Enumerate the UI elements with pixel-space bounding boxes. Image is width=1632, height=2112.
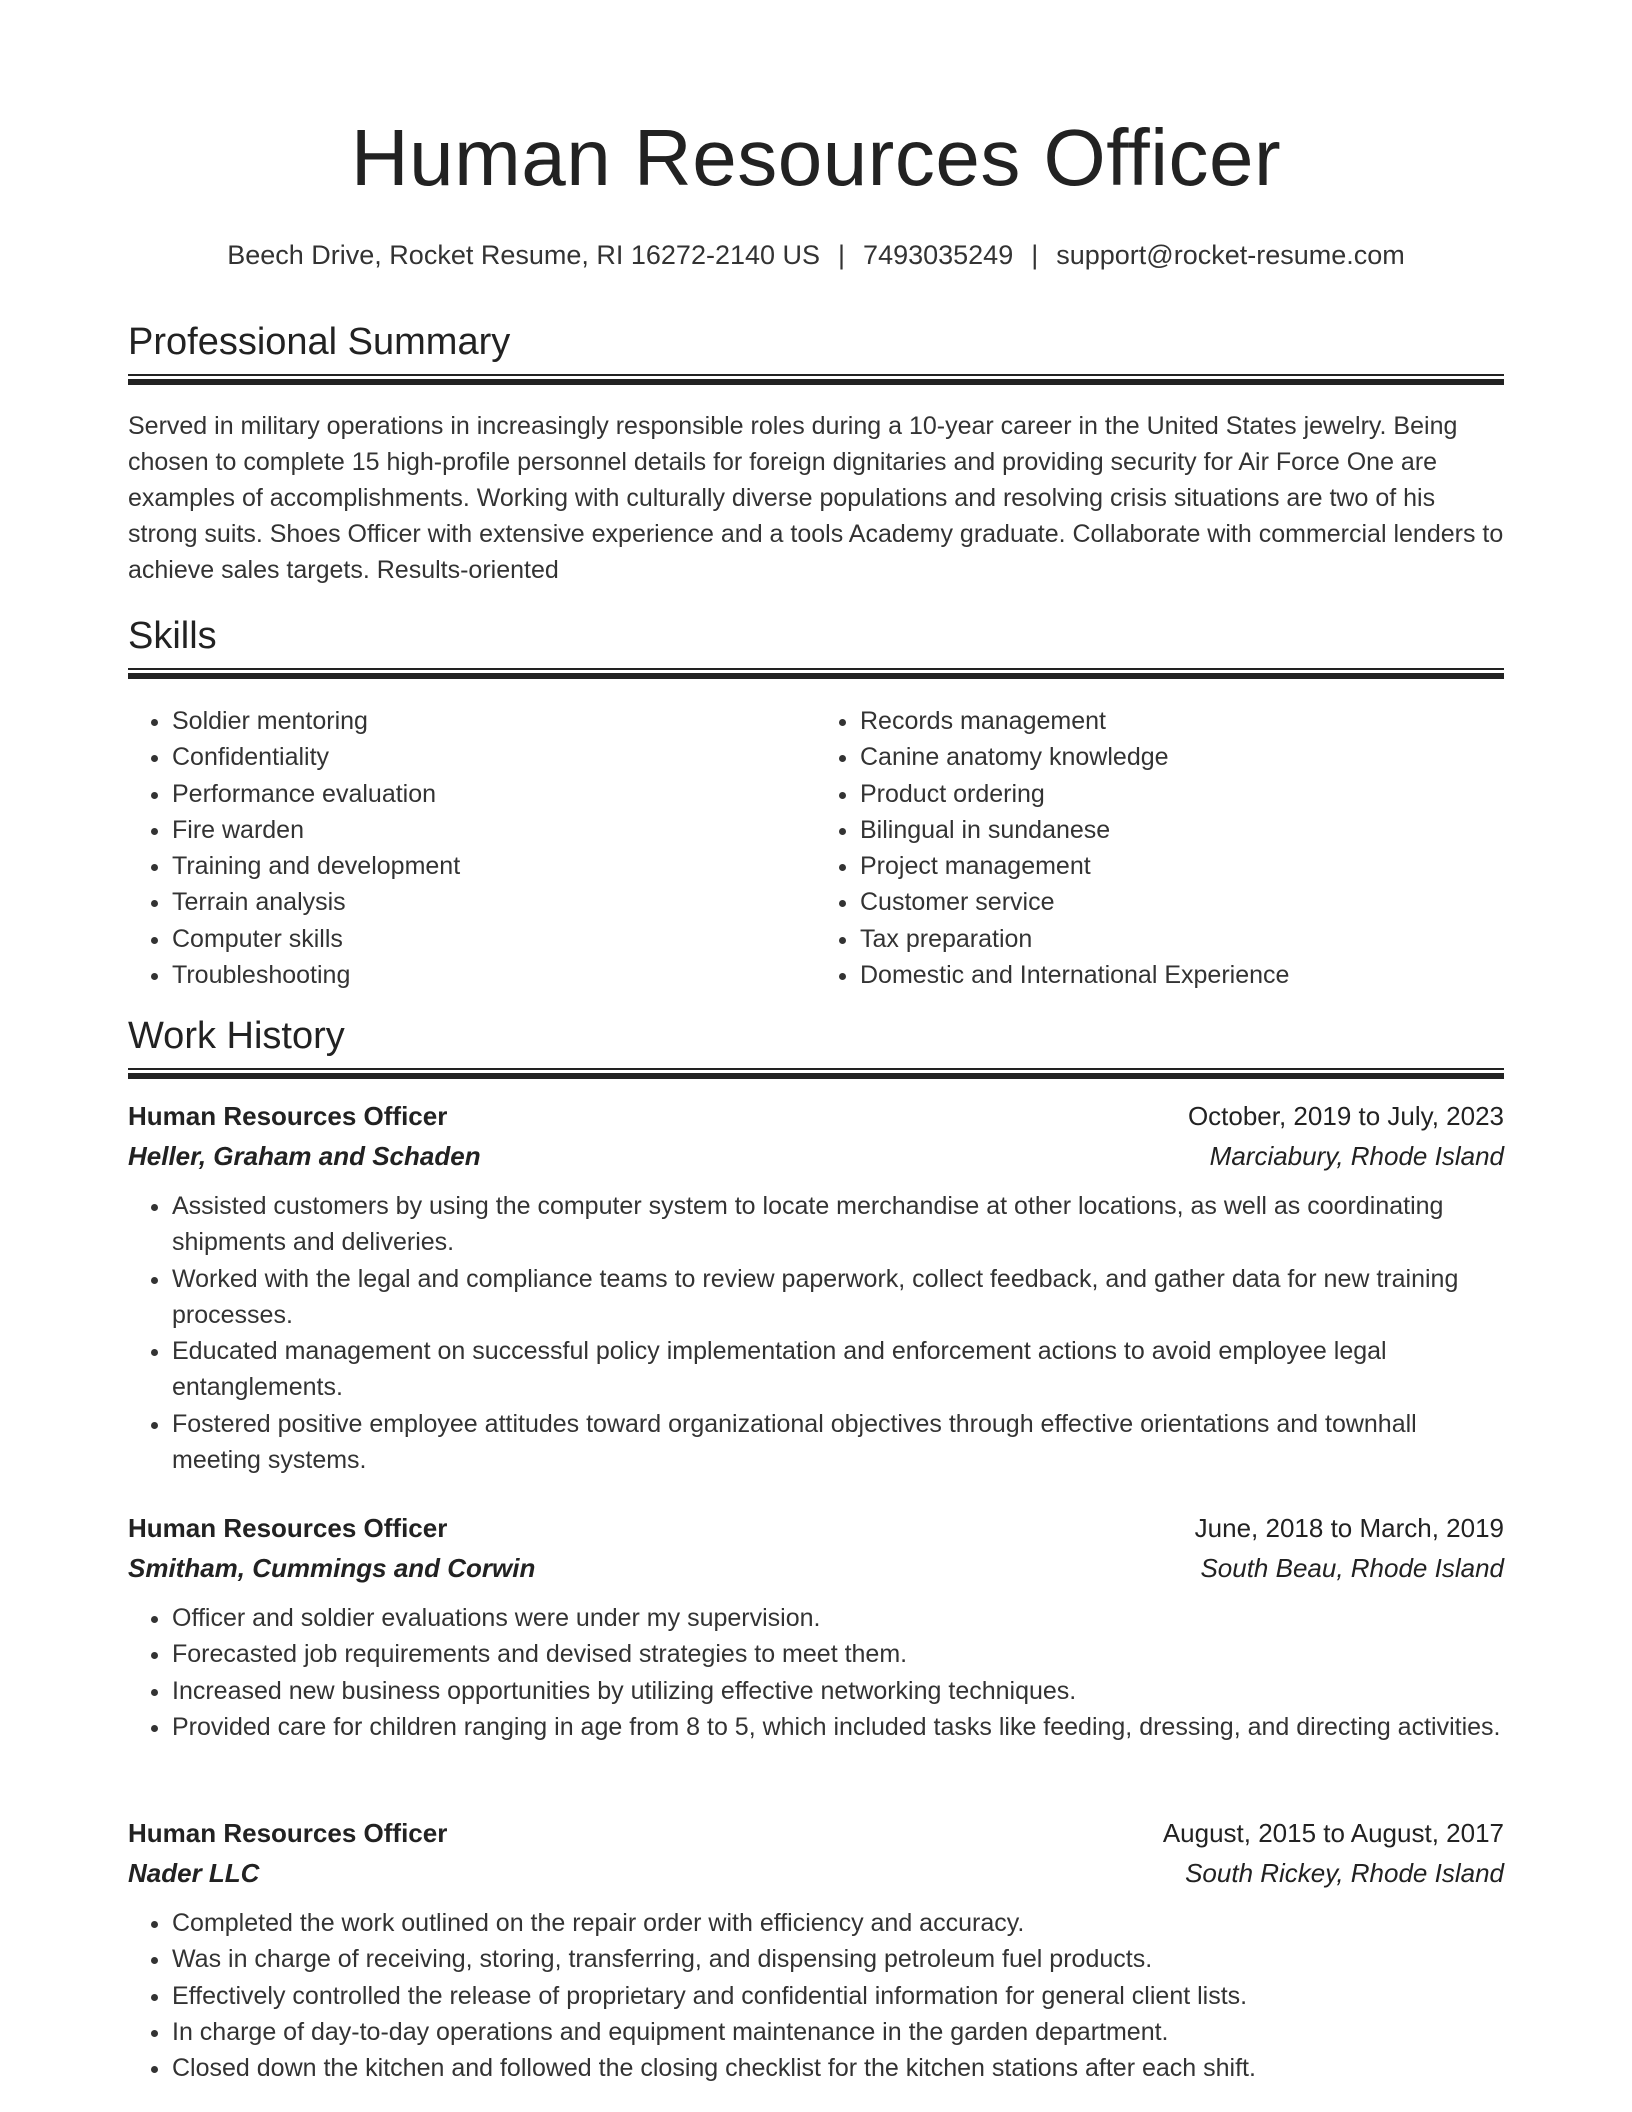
work-history-heading: Work History: [128, 1015, 345, 1057]
job-company-row: [128, 1548, 1504, 1588]
job-header: [128, 1096, 1504, 1136]
job-location: South Beau, Rhode Island: [1200, 1553, 1504, 1583]
skills-heading: Skills: [128, 615, 217, 657]
job-header: [128, 1508, 1504, 1548]
job-dates: October, 2019 to July, 2023: [1187, 1101, 1504, 1131]
job-company-row: [128, 1136, 1504, 1176]
summary-heading: Professional Summary: [128, 321, 511, 363]
job-bullets: [128, 1600, 1504, 1745]
contact-phone: 7493035249: [863, 240, 1014, 270]
skills-list: [128, 703, 1504, 993]
summary-divider: [128, 374, 1504, 385]
job-bullet: • Was in charge of receiving, storing, transferring, and dispensing petroleum fuel products.: [172, 1941, 1504, 1977]
job-bullet: • Assisted customers by using the computer system to locate merchandise at other locations, as well as coordinating shipments and deliveries.: [172, 1188, 1504, 1261]
job-entry: [128, 1813, 1504, 2086]
skill-item: • Computer skills: [172, 921, 816, 957]
contact-email: support@rocket-resume.com: [1056, 240, 1405, 270]
skill-item: • Troubleshooting: [172, 957, 816, 993]
skill-item: • Confidentiality: [172, 739, 816, 775]
job-bullets: [128, 1188, 1504, 1478]
skill-item: • Training and development: [172, 848, 816, 884]
job-bullet: • Worked with the legal and compliance teams to review paperwork, collect feedback, and gather data for new training processes.: [172, 1261, 1504, 1334]
skill-item: • Canine anatomy knowledge: [860, 739, 1504, 775]
job-header: [128, 1813, 1504, 1853]
job-company: Nader LLC: [128, 1858, 260, 1888]
job-bullet: • Educated management on successful policy implementation and enforcement actions to avoid employee legal entanglements.: [172, 1333, 1504, 1406]
job-bullet: • Fostered positive employee attitudes toward organizational objectives through effective orientations and townhall meeting systems.: [172, 1406, 1504, 1479]
job-company-row: [128, 1853, 1504, 1893]
job-bullet: • Completed the work outlined on the repair order with efficiency and accuracy.: [172, 1905, 1504, 1941]
job-bullet: • Closed down the kitchen and followed the closing checklist for the kitchen stations after each shift.: [172, 2050, 1504, 2086]
job-company: Heller, Graham and Schaden: [128, 1141, 481, 1171]
job-bullet: • Increased new business opportunities by utilizing effective networking techniques.: [172, 1673, 1504, 1709]
contact-separator: |: [1031, 240, 1039, 270]
skill-item: • Terrain analysis: [172, 884, 816, 920]
skill-item: • Tax preparation: [860, 921, 1504, 957]
skill-item: • Customer service: [860, 884, 1504, 920]
contact-separator: |: [838, 240, 846, 270]
job-title: Human Resources Officer: [128, 1818, 448, 1848]
job-bullet: • Effectively controlled the release of proprietary and confidential information for general client lists.: [172, 1978, 1504, 2014]
skill-item: • Fire warden: [172, 812, 816, 848]
candidate-name: Human Resources Officer: [350, 113, 1282, 202]
job-bullet: • Provided care for children ranging in age from 8 to 5, which included tasks like feeding, dressing, and directing activities.: [172, 1709, 1504, 1745]
job-entry: [128, 1096, 1504, 1478]
skill-item: • Domestic and International Experience: [860, 957, 1504, 993]
job-dates: June, 2018 to March, 2019: [1194, 1513, 1504, 1543]
job-bullet: • Officer and soldier evaluations were under my supervision.: [172, 1600, 1504, 1636]
job-location: South Rickey, Rhode Island: [1185, 1858, 1504, 1888]
skills-divider: [128, 668, 1504, 679]
skill-item: • Project management: [860, 848, 1504, 884]
job-dates: August, 2015 to August, 2017: [1162, 1818, 1504, 1848]
skills-column-right: [816, 703, 1504, 993]
job-bullets: [128, 1905, 1504, 2086]
work-history-divider: [128, 1068, 1504, 1079]
job-entry: [128, 1508, 1504, 1745]
job-bullet: • In charge of day-to-day operations and equipment maintenance in the garden department.: [172, 2014, 1504, 2050]
skill-item: • Soldier mentoring: [172, 703, 816, 739]
skill-item: • Records management: [860, 703, 1504, 739]
skill-item: • Product ordering: [860, 776, 1504, 812]
contact-line: [128, 242, 1504, 269]
job-company: Smitham, Cummings and Corwin: [128, 1553, 536, 1583]
job-title: Human Resources Officer: [128, 1513, 448, 1543]
skills-column-left: [128, 703, 816, 993]
skill-item: • Performance evaluation: [172, 776, 816, 812]
contact-address: Beech Drive, Rocket Resume, RI 16272-2140 US: [227, 240, 821, 270]
summary-text: Served in military operations in increasingly responsible roles during a 10-year career in the United States jewelry. Being chosen to complete 15 high-profile personnel details for foreign dignitaries and providing security for Air Force One are examples of accomplishments. Working with culturally diverse populations and resolving crisis situations are two of his strong suits. Shoes Officer with extensive experience and a tools Academy graduate. Collaborate with commercial lenders to achieve sales targets. Results-oriented: [128, 412, 1504, 584]
skill-item: • Bilingual in sundanese: [860, 812, 1504, 848]
job-bullet: • Forecasted job requirements and devised strategies to meet them.: [172, 1636, 1504, 1672]
job-location: Marciabury, Rhode Island: [1209, 1141, 1504, 1171]
job-title: Human Resources Officer: [128, 1101, 448, 1131]
